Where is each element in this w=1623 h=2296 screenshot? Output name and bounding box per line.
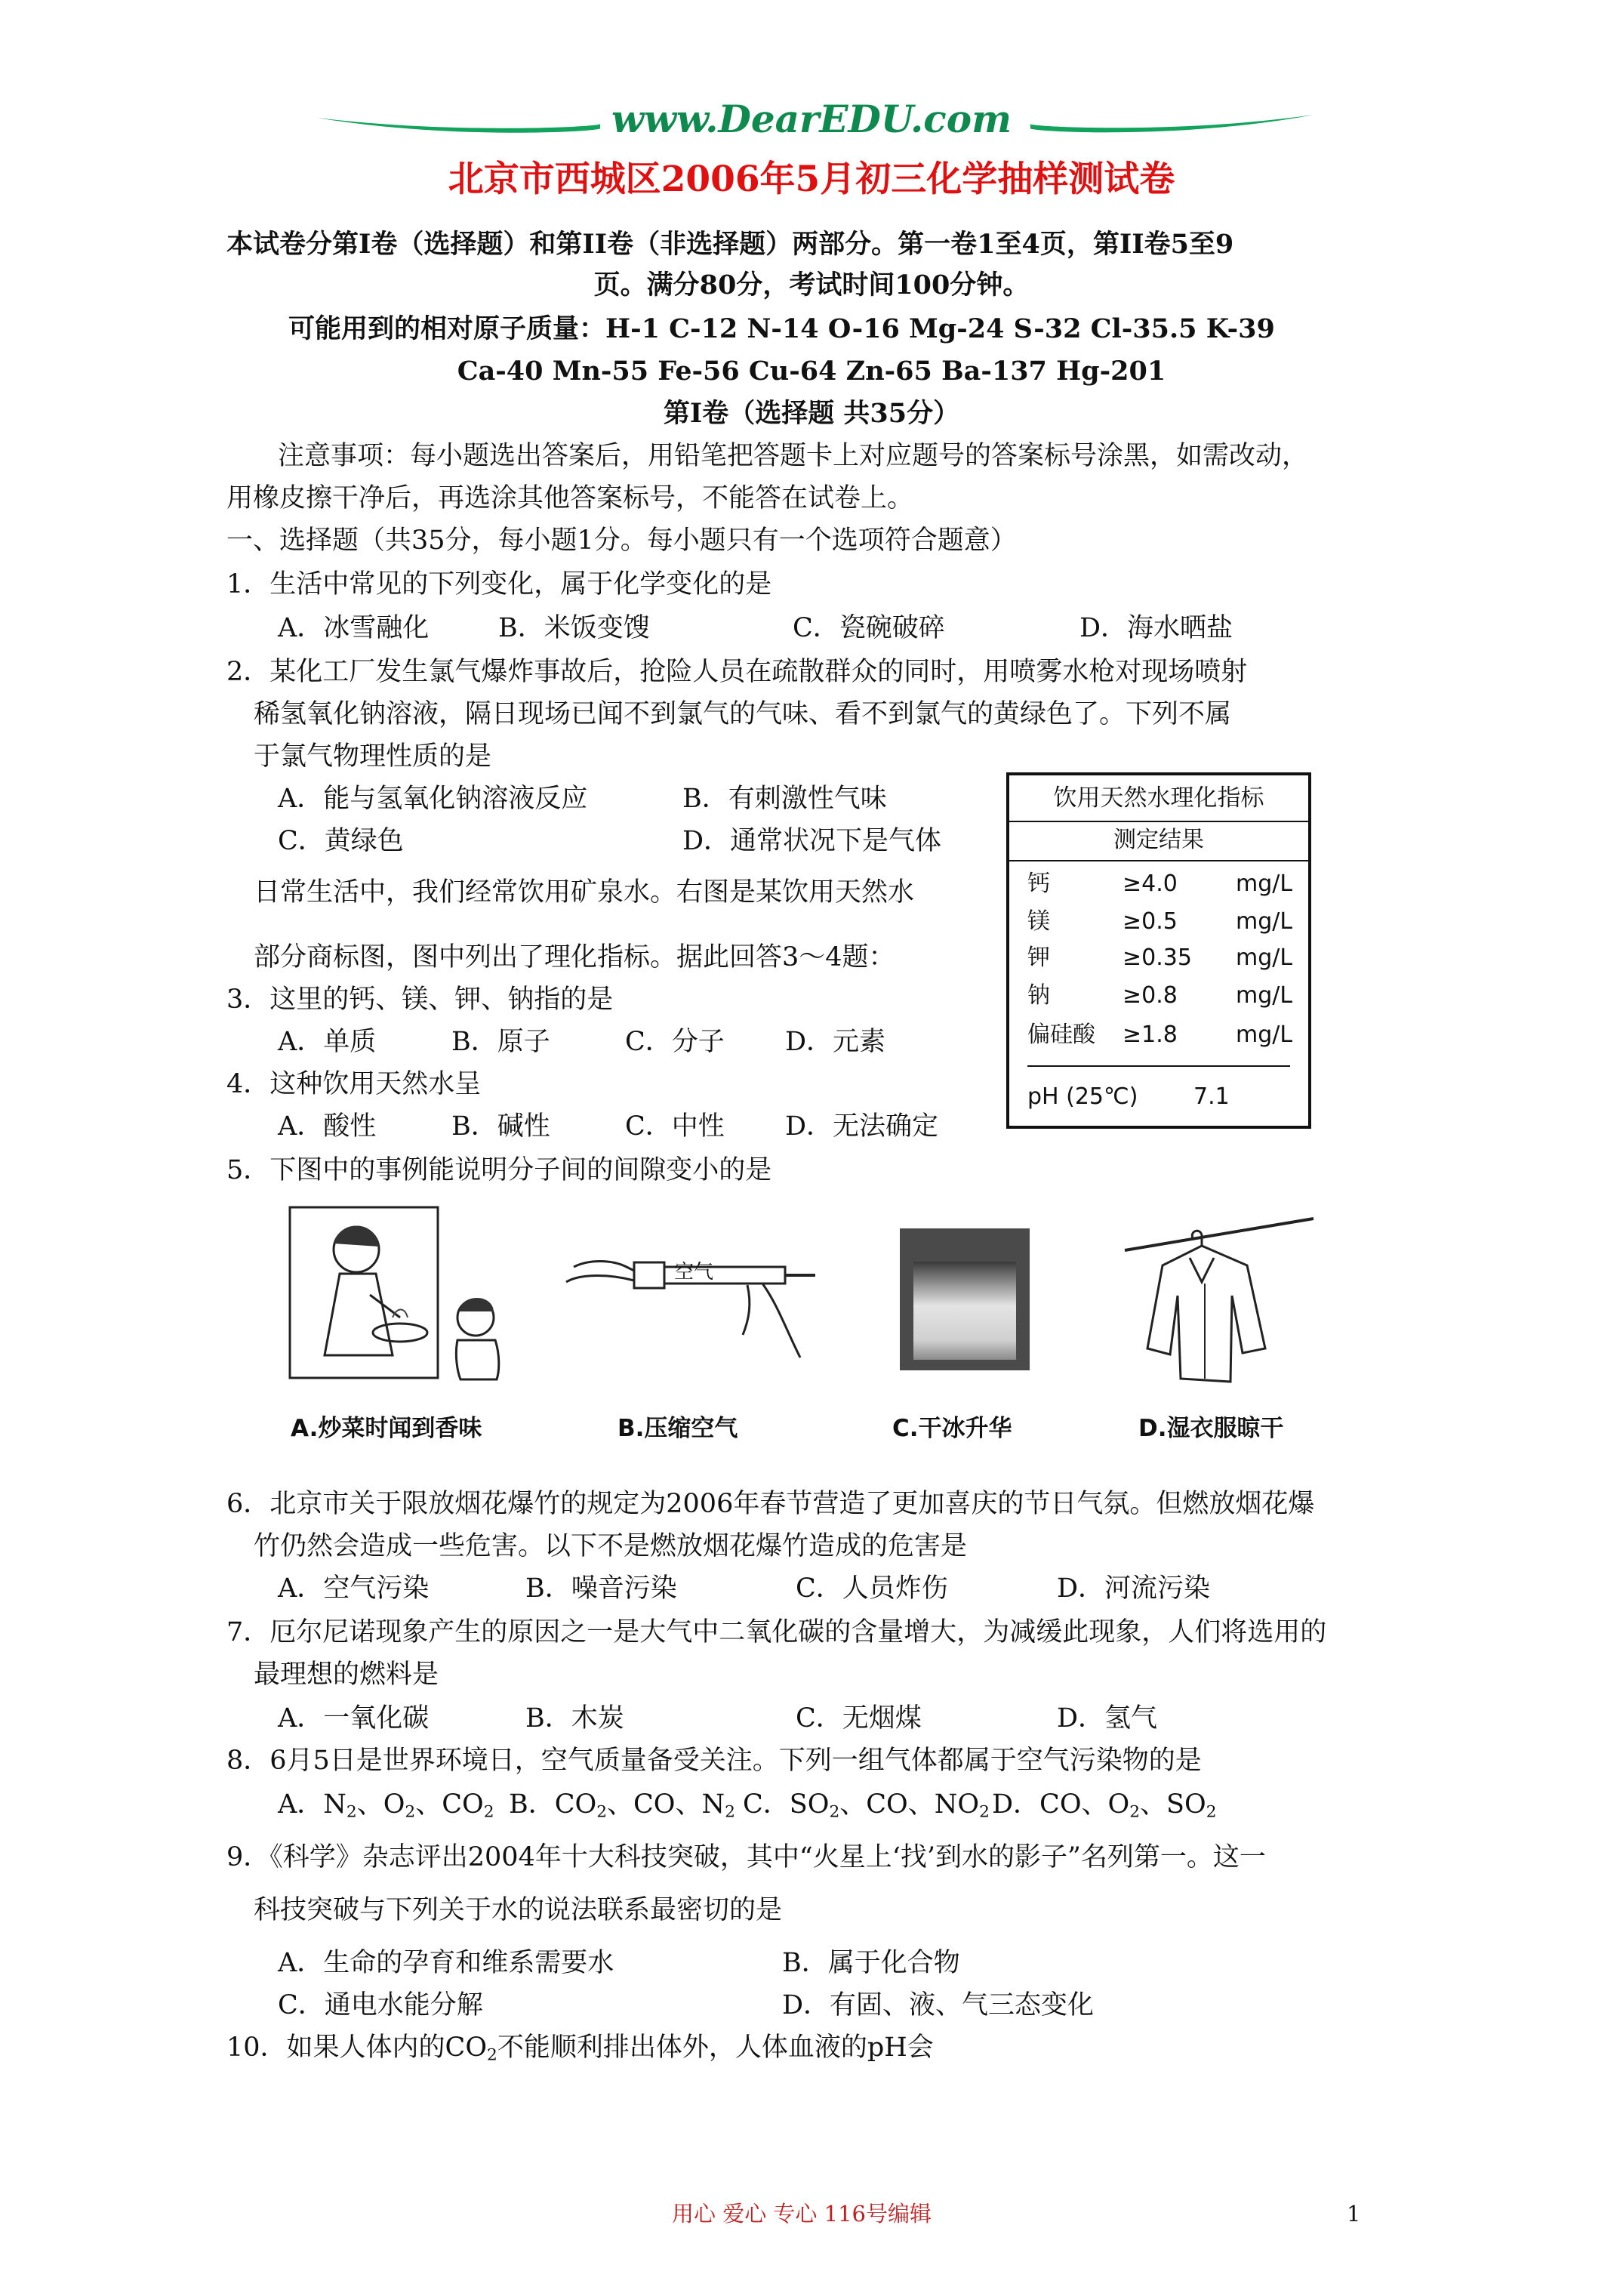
q9-stem-1: 9．《科学》杂志评出2004年十大科技突破，其中“火星上‘找’到水的影子”名列第一。这一 (226, 1842, 1266, 1872)
table-row-value: ≥4.0 (1123, 871, 1178, 897)
q7-option-a: A．一氧化碳 (278, 1703, 430, 1734)
table-header: 饮用天然水理化指标 (1053, 784, 1264, 812)
table-row-name: 钠 (1027, 982, 1050, 1009)
part-one-heading: 一、选择题（共35分，每小题1分。每小题只有一个选项符合题意） (226, 525, 1017, 556)
q4-option-c: C．中性 (625, 1111, 725, 1142)
figure-a-cooking-illustration (287, 1204, 513, 1385)
q6-stem-1: 6．北京市关于限放烟花爆竹的规定为2006年春节营造了更加喜庆的节日气氛。但燃放烟花爆 (226, 1489, 1315, 1519)
q8-option-a: A．$N_2$、$O_2$、$CO_2$ (278, 1789, 494, 1822)
q7-option-d: D．氢气 (1057, 1703, 1158, 1734)
table-row-name: 钙 (1027, 871, 1050, 897)
table-row-unit: mg/L (1236, 945, 1293, 971)
q7-option-b: B．木炭 (525, 1703, 624, 1734)
intro-line-2: 页。满分80分，考试时间100分钟。 (593, 270, 1030, 300)
q5-stem: 5．下图中的事例能说明分子间的间隙变小的是 (226, 1155, 772, 1185)
q6-option-b: B．噪音污染 (525, 1573, 677, 1604)
q8-option-b: B．$CO_2$、CO、$N_2$ (509, 1789, 735, 1822)
q6-stem-2: 竹仍然会造成一些危害。以下不是燃放烟花爆竹造成的危害是 (254, 1531, 968, 1561)
q1-option-b: B．米饭变馊 (498, 613, 650, 643)
q9-option-b: B．属于化合物 (782, 1948, 960, 1978)
q9-stem-2: 科技突破与下列关于水的说法联系最密切的是 (254, 1895, 783, 1925)
table-row-value: ≥0.5 (1123, 908, 1178, 935)
q6-option-c: C．人员炸伤 (796, 1573, 948, 1604)
q4-option-a: A．酸性 (278, 1111, 377, 1142)
figure-a-caption: A.炒菜时闻到香味 (291, 1415, 482, 1442)
q8-option-c: C．$SO_2$、CO、$NO_2$ (743, 1789, 990, 1822)
q9-option-d: D．有固、液、气三态变化 (782, 1990, 1095, 2020)
q3-option-a: A．单质 (278, 1027, 377, 1057)
q2-option-a: A．能与氢氧化钠溶液反应 (278, 784, 588, 814)
q4-option-b: B．碱性 (451, 1111, 550, 1142)
figure-d-caption: D.湿衣服晾干 (1138, 1415, 1284, 1442)
page-number: 1 (1347, 2201, 1361, 2227)
figure-b-caption: B.压缩空气 (617, 1415, 738, 1442)
table-row-name: 钾 (1027, 945, 1050, 971)
banner-site: www.DearEDU.com (611, 97, 1012, 141)
q1-option-d: D．海水晒盐 (1079, 613, 1233, 643)
table-subheader: 测定结果 (1113, 827, 1204, 853)
footer-text: 用心 爱心 专心 116号编辑 (672, 2201, 932, 2227)
figure-d-wet-clothes-illustration (1117, 1213, 1321, 1386)
table-row-name: 镁 (1027, 908, 1050, 935)
q3-option-b: B．原子 (451, 1027, 550, 1057)
table-row-unit: mg/L (1236, 982, 1293, 1009)
q2-stem-2: 稀氢氧化钠溶液，隔日现场已闻不到氯气的气味、看不到氯气的黄绿色了。下列不属 (254, 699, 1232, 729)
q4-stem: 4．这种饮用天然水呈 (226, 1069, 482, 1099)
q4-option-d: D．无法确定 (785, 1111, 939, 1142)
q1-option-a: A．冰雪融化 (278, 613, 430, 643)
q2-option-b: B．有刺激性气味 (682, 784, 887, 814)
q8-stem: 8．6月5日是世界环境日，空气质量备受关注。下列一组气体都属于空气污染物的是 (226, 1746, 1202, 1776)
figure-c-caption: C.干冰升华 (892, 1415, 1012, 1442)
q7-stem-1: 7．厄尔尼诺现象产生的原因之一是大气中二氧化碳的含量增大，为减缓此现象，人们将选用的 (226, 1617, 1327, 1647)
context-3-4-line-2: 部分商标图，图中列出了理化指标。据此回答3～4题： (254, 942, 895, 972)
table-row-value: ≥1.8 (1123, 1022, 1178, 1048)
notice-line-2: 用橡皮擦干净后，再选涂其他答案标号，不能答在试卷上。 (226, 483, 914, 513)
figure-b-syringe-illustration (559, 1214, 830, 1365)
q8-option-d: D．CO、$O_2$、$SO_2$ (992, 1789, 1217, 1822)
q7-option-c: C．无烟煤 (796, 1703, 922, 1734)
q3-stem: 3．这里的钙、镁、钾、钠指的是 (226, 985, 614, 1015)
section-title: 第Ⅰ卷（选择题 共35分） (663, 398, 960, 429)
context-3-4-line-1: 日常生活中，我们经常饮用矿泉水。右图是某饮用天然水 (254, 877, 915, 908)
table-divider-bottom (1027, 1065, 1290, 1067)
q2-stem-1: 2．某化工厂发生氯气爆炸事故后，抢险人员在疏散群众的同时，用喷雾水枪对现场喷射 (226, 657, 1248, 687)
page-title: 北京市西城区2006年5月初三化学抽样测试卷 (448, 159, 1175, 200)
table-divider-sub (1009, 860, 1308, 861)
figure-c-dry-ice-photo (900, 1228, 1030, 1370)
notice-line-1: 注意事项：每小题选出答案后，用铅笔把答题卡上对应题号的答案标号涂黑，如需改动， (278, 441, 1309, 471)
q3-option-c: C．分子 (625, 1027, 725, 1057)
table-row-unit: mg/L (1236, 908, 1293, 935)
q2-stem-3: 于氯气物理性质的是 (254, 741, 492, 772)
water-label-table (1006, 772, 1311, 1129)
table-ph-value: 7.1 (1193, 1083, 1230, 1110)
q10-stem: 10．如果人体内的$CO_2$不能顺利排出体外，人体血液的pH会 (226, 2032, 934, 2065)
q1-option-c: C．瓷碗破碎 (793, 613, 945, 643)
figure-b-air-label: 空气 (674, 1261, 714, 1284)
table-row-value: ≥0.8 (1123, 982, 1178, 1009)
q2-option-d: D．通常状况下是气体 (682, 826, 942, 856)
q3-option-d: D．元素 (785, 1027, 886, 1057)
q2-option-c: C．黄绿色 (278, 826, 404, 856)
q9-option-c: C．通电水能分解 (278, 1990, 483, 2020)
table-ph-label: pH (25℃) (1027, 1083, 1138, 1110)
q6-option-a: A．空气污染 (278, 1573, 430, 1604)
table-row-value: ≥0.35 (1123, 945, 1192, 971)
atomic-mass-line-2: Ca-40 Mn-55 Fe-56 Cu-64 Zn-65 Ba-137 Hg-201 (457, 356, 1166, 387)
q9-option-a: A．生命的孕育和维系需要水 (278, 1948, 614, 1978)
q6-option-d: D．河流污染 (1057, 1573, 1211, 1604)
table-divider-top (1009, 821, 1308, 822)
q1-stem: 1．生活中常见的下列变化，属于化学变化的是 (226, 569, 772, 599)
atomic-mass-line-1: 可能用到的相对原子质量：H-1 C-12 N-14 O-16 Mg-24 S-32 Cl-35.5 K-39 (288, 313, 1275, 344)
q7-stem-2: 最理想的燃料是 (254, 1660, 439, 1690)
intro-line-1: 本试卷分第Ⅰ卷（选择题）和第II卷（非选择题）两部分。第一卷1至4页，第II卷5至9 (226, 229, 1234, 260)
table-row-unit: mg/L (1236, 871, 1293, 897)
table-row-unit: mg/L (1236, 1022, 1293, 1048)
table-row-name: 偏硅酸 (1027, 1022, 1095, 1048)
